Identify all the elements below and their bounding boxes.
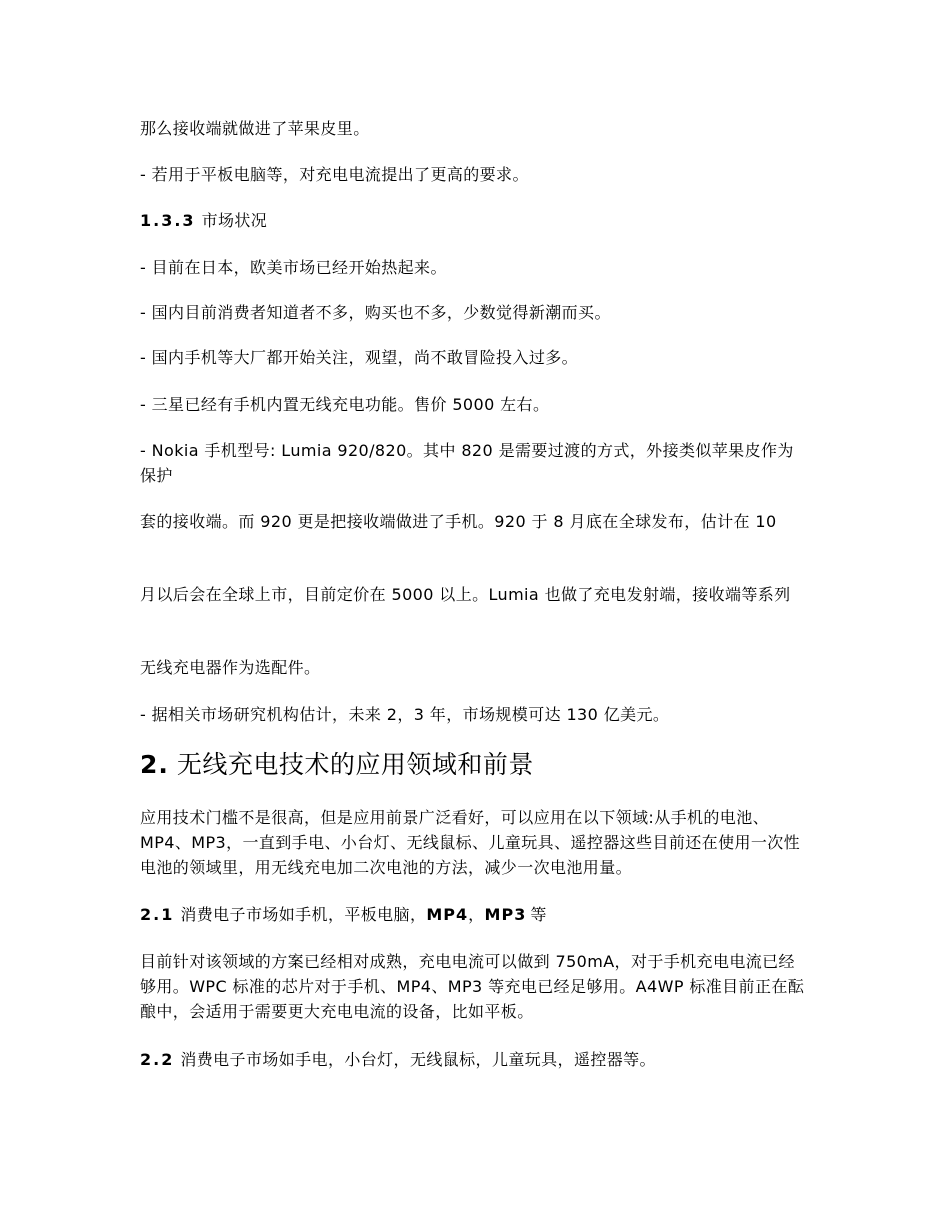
section-number: 2. <box>140 750 169 779</box>
paragraph-domestic-makers: - 国内手机等大厂都开始关注，观望，尚不敢冒险投入过多。 <box>140 348 579 367</box>
paragraph-2-1-body: 目前针对该领域的方案已经相对成熟，充电电流可以做到 750mA，对于手机充电电流已经够用。WPC 标准的芯片对于手机、MP4、MP3 等充电已经足够用。A4WP 标准目前正在酝酿中，会适用于需要更大充电电流的设备，比如平板。 <box>140 952 805 1021</box>
section-number: 2.1 <box>140 905 175 924</box>
section-title-part: 等 <box>530 905 547 924</box>
paragraph-nokia-1: - Nokia 手机型号: Lumia 920/820。其中 820 是需要过渡的方式，外接类似苹果皮作为保护 <box>140 441 794 485</box>
section-number: 1.3.3 <box>140 211 196 230</box>
paragraph-domestic-consumers: - 国内目前消费者知道者不多，购买也不多，少数觉得新潮而买。 <box>140 303 611 322</box>
section-heading-2-1 <box>140 902 547 927</box>
section-heading-2-2 <box>140 1047 656 1072</box>
section-heading-1-3-3 <box>140 208 267 233</box>
section-title-mp3: MP3 <box>484 905 527 924</box>
paragraph-japan: - 目前在日本，欧美市场已经开始热起来。 <box>140 258 447 277</box>
paragraph-nokia-4: 无线充电器作为选配件。 <box>140 658 321 677</box>
section-title: 无线充电技术的应用领域和前景 <box>176 750 534 779</box>
section-title: 市场状况 <box>201 211 268 230</box>
paragraph-nokia-3: 月以后会在全球上市，目前定价在 5000 以上。Lumia 也做了充电发射端，接收端等系列 <box>140 585 791 604</box>
paragraph-nokia-2: 套的接收端。而 920 更是把接收端做进了手机。920 于 8 月底在全球发布，估计在 10 <box>140 512 777 531</box>
section-heading-2 <box>140 748 534 782</box>
paragraph-app-intro: 应用技术门槛不是很高，但是应用前景广泛看好，可以应用在以下领域:从手机的电池、MP4、MP3，一直到手电、小台灯、无线鼠标、儿童玩具、遥控器这些目前还在使用一次性电池的领域里，用无线充电加二次电池的方法，减少一次电池用量。 <box>140 808 801 877</box>
paragraph-tablet: - 若用于平板电脑等，对充电电流提出了更高的要求。 <box>140 165 529 184</box>
section-title-part: 消费电子市场如手机，平板电脑， <box>180 905 427 924</box>
paragraph-market-size: - 据相关市场研究机构估计，未来 2，3 年，市场规模可达 130 亿美元。 <box>140 705 670 724</box>
section-number: 2.2 <box>140 1050 175 1069</box>
paragraph-receiver-apple: 那么接收端就做进了苹果皮里。 <box>140 119 370 138</box>
section-title-part: ， <box>468 905 485 924</box>
section-title: 消费电子市场如手电，小台灯，无线鼠标，儿童玩具，遥控器等。 <box>180 1050 656 1069</box>
section-title-mp4: MP4 <box>426 905 469 924</box>
paragraph-samsung: - 三星已经有手机内置无线充电功能。售价 5000 左右。 <box>140 395 550 414</box>
